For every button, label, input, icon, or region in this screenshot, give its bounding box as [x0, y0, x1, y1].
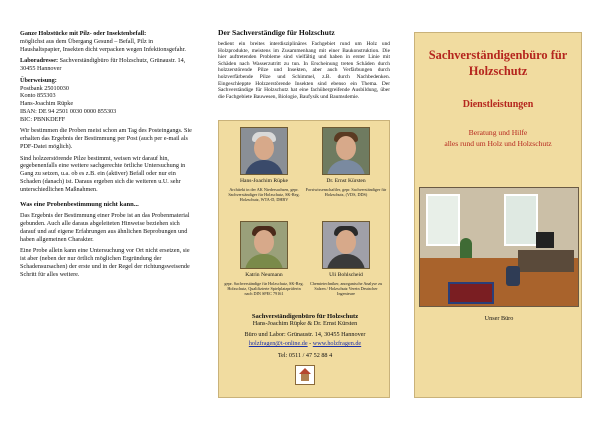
- cover-tagline-line1: Beratung und Hilfe: [468, 128, 528, 138]
- expert-intro-body: bedient ein breites interdisziplinäres Fachgebiet rund um Holz und Holzprodukte, meistens im Zusammenhang mit einer Baukonstruktion. Die hier auftretenden Probleme sind vielfältig und haben in erster Linie mit Schäden nach Wasserzutritt zu tun. In Erscheinung treten Schäden durch holzzerstörende Pilze und Insekten, aber auch Verfärbungen durch holzverfärbende Pilze und Schimmel, z.B. durch Nachbedenken. Eingeschleppte Holzzerstörende Insekten sind ebenso ein Thema. Der Sachverständige für Holzschutz hat eine fachübergreifende Ausbildung, über die Fachgebiete Bauwesen, Biologie, Baufysik und Baumsdemie.: [218, 41, 390, 100]
- bank-transfer: [20, 77, 192, 124]
- left-panel: [20, 30, 192, 282]
- sample-instructions-title: Ganze Holzstücke mit Pilz- oder Insektenbefall:: [20, 30, 147, 37]
- bank-line: Postbank 25010030: [20, 84, 69, 92]
- cover-title: Sachverständigenbüro für Holzschutz: [428, 48, 568, 79]
- cover-tagline: [415, 128, 581, 149]
- limitations-heading: Was eine Probenbestimmung nicht kann...: [20, 201, 139, 209]
- office-photo-caption: Unser Büro: [484, 315, 514, 322]
- person-photo: [240, 221, 288, 269]
- person-name: Hans-Joachim Rüpke: [239, 178, 288, 184]
- fungi-paragraph: Sind holzzerstörende Pilze bestimmt, weisen wir darauf hin, gegebenenfalls eine weitere sachgerechte örtliche Untersuchung in Gang zu setzen, u.a. ob es z.B. ein (aktiver) Befall oder nur ein Schaden (danach) ist. Daraus ergeben sich die weiteren u.U. sehr unterschiedlichen Maßnahmen.: [20, 154, 186, 193]
- result-paragraph: Wir bestimmen die Proben meist schon am Tag des Posteingangs. Sie erhalten das Ergebnis der Bestimmung per Post (auch per e-mail als PDF-Datei möglich).: [20, 127, 192, 150]
- cover-panel: [414, 32, 582, 398]
- lab-address: [20, 57, 192, 73]
- person-card: [223, 221, 305, 296]
- contact-phone: Tel: 0511 / 47 52 88 4: [277, 352, 333, 359]
- onsite-paragraph: Eine Probe allein kann eine Untersuchung vor Ort nicht ersetzen, sie ist aber (neben der nur örtlich möglichen Ergründung der Schadensursachen) der erste und in der Regel der richtungsweisende Schritt für alles weitere.: [20, 247, 190, 278]
- lab-address-label: Laboradresse:: [20, 57, 59, 65]
- person-name: Dr. Ernst Kürsten: [326, 178, 366, 184]
- lab-address-text: Sachverständigbüro für Holzschutz, Grünaustr. 14, 30455 Hannover: [20, 57, 186, 72]
- team-box: [218, 120, 390, 398]
- person-card: [305, 127, 387, 197]
- bank-line: Konto 855303: [20, 92, 56, 100]
- contact-names: Hans-Joachim Rüpke & Dr. Ernst Kürsten: [252, 320, 358, 327]
- office-photo: [419, 187, 579, 307]
- cover-subtitle: Dienstleistungen: [462, 99, 534, 111]
- person-description: Chemietechniker, anorganische Analyse zu Salzen / Holzschutz Verein Deutscher Ingenieure: [309, 281, 383, 297]
- contact-address: Büro und Labor: Grünaustr. 14, 30455 Hannover: [244, 331, 366, 338]
- person-card: [223, 127, 305, 202]
- contact-links: holzfragen@t-online.de - www.holzfragen.de: [248, 340, 362, 347]
- bank-line: IBAN: DE 94 2501 0030 0000 855303: [20, 107, 117, 115]
- bank-line: Hans-Joachim Rüpke: [20, 100, 74, 107]
- bank-line: BIC: PBNKDEFF: [20, 115, 66, 123]
- house-logo-icon: [295, 365, 315, 385]
- person-photo: [322, 127, 370, 175]
- person-description: Architekt in der AK Niedersachsen, gepr. Sachverständiger für Holzschutz, SK-Reg. Holzschutz, WTA-D, DHBV: [228, 187, 300, 203]
- person-description: gepr. Sachverständige für Holzschutz, SK-Reg. Holzschutz, Qualifizierte Spielplatzprüferin nach DIN SPEC 79161: [224, 281, 304, 297]
- email-link[interactable]: holzfragen@t-online.de: [248, 340, 308, 347]
- person-card: [305, 221, 387, 296]
- expert-intro-title: Der Sachverständige für Holzschutz: [218, 28, 335, 37]
- person-photo: [322, 221, 370, 269]
- person-photo: [240, 127, 288, 175]
- limitations-paragraph: Das Ergebnis der Bestimmung einer Probe ist an das Probenmaterial gebunden. Auch alle daraus abgeleiteten Hinweise beziehen sich darauf und auf eigene Erfahrungen aus ähnlichen Beprobungen und haben allgemeinen Charakter.: [20, 212, 190, 243]
- person-description: Forstwissenschaftler, gepr. Sachverständiger für Holzschutz, (VDS, DDS): [305, 187, 387, 198]
- cover-tagline-line2: alles rund um Holz und Holzschutz: [444, 138, 552, 148]
- sample-instructions-text: möglichst aus dem Übergang Gesund – Befall, Pilz in Haushaltspapier, Insekten dicht verpacken wegen Infektionsgefahr.: [20, 37, 186, 53]
- contact-org: Sachverständigenbüro für Holzschutz: [251, 313, 359, 320]
- website-link[interactable]: www.holzfragen.de: [312, 340, 362, 347]
- sample-instructions: [20, 30, 192, 53]
- person-name: Katrin Neumann: [245, 272, 283, 278]
- contact-block: [219, 313, 391, 385]
- bank-transfer-title: Überweisung:: [20, 76, 57, 84]
- expert-intro: [218, 28, 390, 100]
- person-name: Uli Bohlscheid: [329, 272, 363, 278]
